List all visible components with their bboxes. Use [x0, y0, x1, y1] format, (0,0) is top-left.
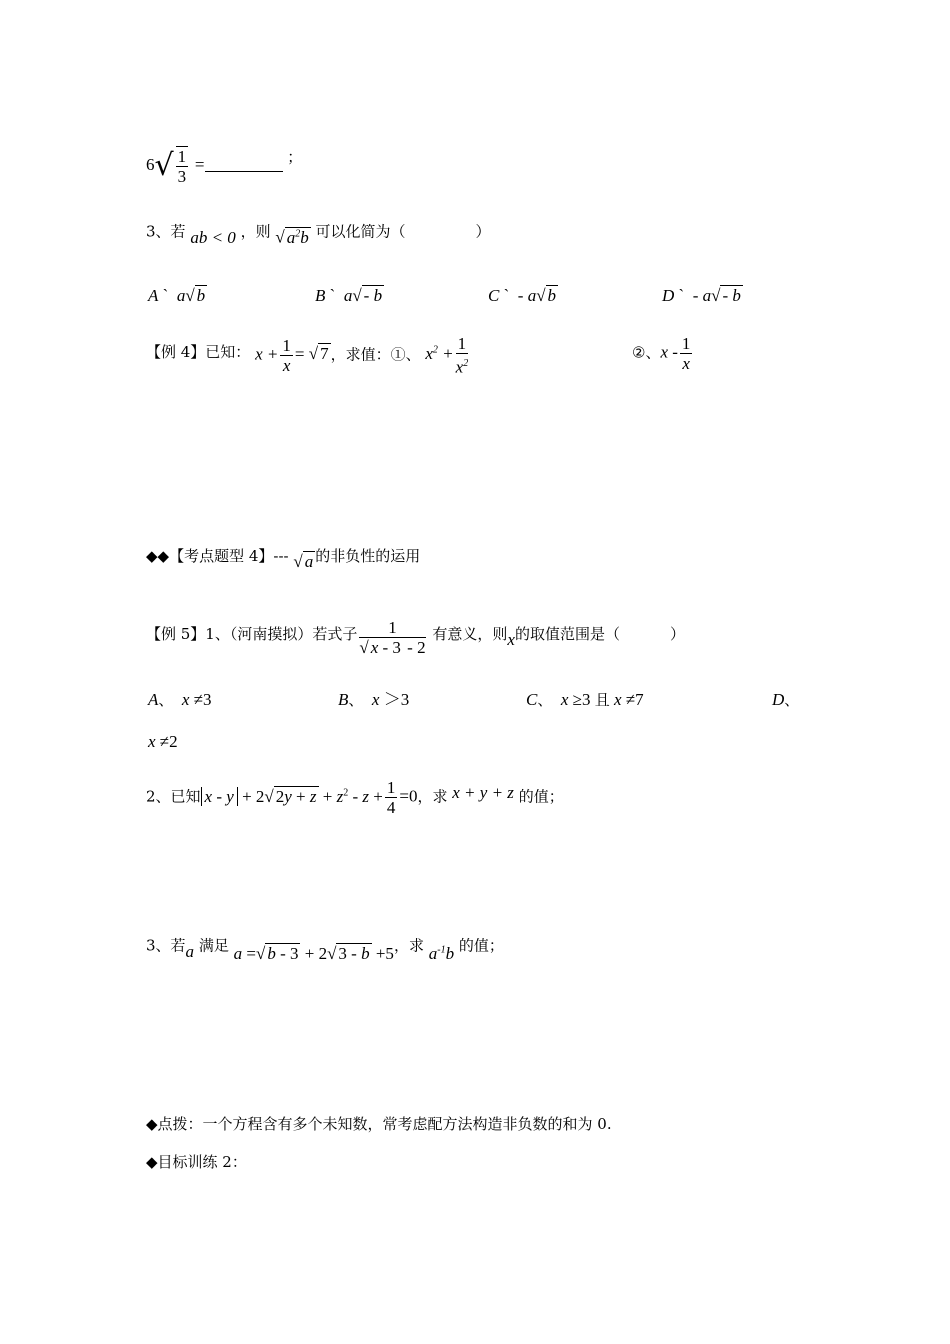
coef-six: 6 [146, 155, 155, 174]
example-4-line: 【例 4】已知： x + $\frac{1}{x}$ = √ 7 ，求值：①、 $x^2$ + $\frac{1}{x^2}$ [146, 334, 469, 377]
q3-sqrt-expr: √ $a^2b$ [275, 227, 309, 247]
problem-2-equation: x - y + 2√ $2y + z + z^2 - z$ + [201, 787, 383, 806]
ex4-part1: $x^2$ + [425, 344, 454, 364]
problem-2-line: 2、已知 x - y + 2√ $2y + z + z^2 - z$ + $\frac{1}{4}$ =0，求 x + y + z 的值； [146, 778, 564, 817]
q3-condition: ab < 0 [190, 227, 236, 247]
section-4-header: ◆◆【考点题型 4】--- √ a 的非负性的运用 [146, 547, 421, 571]
ex5-option-b[interactable]: B、 x ＞3 [338, 690, 410, 709]
ex5-option-d-value: x ≠2 [148, 732, 178, 751]
semicolon: ； [287, 148, 303, 166]
problem-3-equation: a =√ b - 3 + 2√ 3 - b +5 [233, 943, 394, 963]
ex5-option-a[interactable]: A、 x ≠3 [148, 690, 212, 709]
example-5-line: 【例 5】1、（河南摸拟）若式子 $\frac{1}{√ x - 3 - 2}$ 有意义，则x的取值范围是（ ） [146, 618, 685, 657]
equals-sign: = [194, 155, 205, 174]
sqrt-a: √ a [293, 552, 314, 571]
problem-3-line: 3、若a 满足 a =√ b - 3 + 2√ 3 - b +5，求 $a^{-1}b$ 的值； [146, 936, 504, 963]
problem-3-target: $a^{-1}b$ [428, 943, 455, 963]
answer-blank[interactable] [205, 155, 283, 172]
sqrt-one-third: √ $\frac{1}{3}$ [154, 147, 187, 186]
ex5-option-d-letter[interactable]: D、 [772, 690, 800, 709]
q3-line: 3、若 ab < 0 ，则 √ $a^2b$ 可以化简为（ ） [146, 222, 491, 247]
q3-option-b[interactable]: B ` a√ - b [315, 286, 383, 305]
ex5-fraction: $\frac{1}{√ x - 3 - 2}$ [359, 618, 426, 657]
q3-option-a[interactable]: A ` a√ b [148, 286, 206, 305]
ex5-option-c[interactable]: C、 x ≥3 且 x ≠7 [526, 690, 644, 709]
training-line: ◆目标训练 2： [146, 1153, 247, 1171]
ex4-given: x + [255, 344, 279, 364]
q3-option-d[interactable]: D ` - a√ - b [662, 286, 741, 305]
q3-option-c[interactable]: C ` - a√ b [488, 286, 557, 305]
problem-2-target: x + y + z [452, 782, 514, 802]
tip-line: ◆点拨：一个方程含有多个未知数，常考虑配方法构造非负数的和为 0. [146, 1115, 612, 1133]
example-4-part2: ②、x - $\frac{1}{x}$ [632, 334, 691, 373]
q2-tail-line [146, 146, 302, 186]
